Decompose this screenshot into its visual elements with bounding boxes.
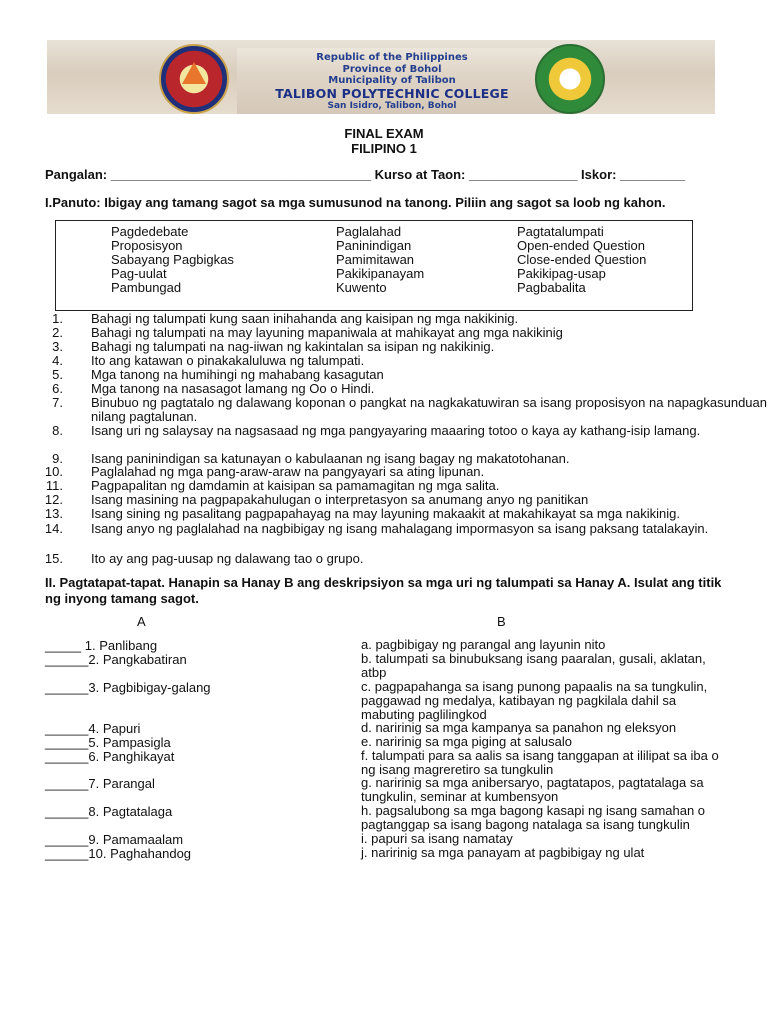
question-text: Isang anyo ng paglalahad na nagbibigay ng isang mahalagang impormasyon sa isang paksang tatalakayin. — [91, 521, 709, 536]
match-item-left: ______3. Pagbibigay-galang — [45, 680, 211, 695]
word-bank-item: Pag-uulat — [111, 266, 167, 281]
word-bank-item: Pakikipag-usap — [517, 266, 606, 281]
question-number: 3. — [52, 339, 63, 354]
word-bank-item: Paninindigan — [336, 238, 412, 253]
match-item-right: g. naririnig sa mga anibersaryo, pagtatapos, pagtatalaga sa tungkulin, seminar at kumbensyon — [361, 775, 704, 804]
match-item-left: ______9. Pamamaalam — [45, 832, 184, 847]
match-item-right: e. naririnig sa mga piging at salusalo — [361, 734, 573, 749]
header-banner — [47, 40, 715, 114]
header-province: Province of Bohol — [342, 64, 442, 75]
question-text: Ito ang katawan o pinakakaluluwa ng talumpati. — [91, 353, 365, 368]
part2-instruction: II. Pagtatapat-tapat. Hanapin sa Hanay B ang deskripsiyon sa mga uri ng talumpati sa Hanay A. Isulat ang titik ng inyong tamang sagot. — [45, 575, 722, 606]
word-bank-item: Proposisyon — [111, 238, 183, 253]
word-bank-item: Pagbabalita — [517, 280, 586, 295]
question-number: 7. — [52, 395, 63, 410]
word-bank-item: Pambungad — [111, 280, 182, 295]
question-number: 1. — [52, 311, 63, 326]
question-number: 13. — [44, 506, 63, 521]
question-text: Isang sining ng pasalitang pagpapahayag na may layuning makaakit at makahikayat sa mga nakikinig. — [91, 506, 680, 521]
header-municipality: Municipality of Talibon — [328, 75, 456, 86]
match-item-right: b. talumpati sa binubuksang isang paaralan, gusali, aklatan, atbp — [361, 651, 706, 680]
match-item-left: _____ 1. Panlibang — [45, 638, 158, 653]
question-number: 8. — [52, 423, 63, 438]
match-item-left: ______7. Parangal — [45, 776, 155, 791]
word-bank-item: Kuwento — [336, 280, 387, 295]
question-number: 2. — [52, 325, 63, 340]
word-bank-item: Pakikipanayam — [336, 266, 425, 281]
match-item-right: c. pagpapahanga sa isang punong papaalis na sa tungkulin, paggawad ng medalya, katibayan ng pagkilala dahil sa mabuting paglilingkod — [361, 679, 708, 722]
question-number: 14. — [44, 521, 63, 536]
match-item-left: ______4. Papuri — [45, 721, 141, 736]
word-bank-item: Sabayang Pagbigkas — [111, 252, 234, 267]
question-number: 9. — [52, 451, 63, 466]
question-text: Binubuo ng pagtatalo ng dalawang koponan o pangkat na nagkakatuwiran sa isang proposisyon na napagkasunduan nilang pagtalunan. — [91, 395, 767, 424]
word-bank-column-1 — [111, 225, 234, 295]
question-number: 15. — [44, 551, 63, 566]
question-text: Mga tanong na nasasagot lamang ng Oo o Hindi. — [91, 381, 375, 396]
word-bank-item: Paglalahad — [336, 224, 402, 239]
exam-title: FINAL EXAM — [344, 126, 424, 141]
match-item-right: h. pagsalubong sa mga bagong kasapi ng isang samahan o pagtanggap sa isang bagong natalaga sa isang tungkulin — [361, 803, 706, 832]
question-text: Isang uri ng salaysay na nagsasaad ng mga pangyayaring maaaring totoo o kaya ay kathang-isip lamang. — [91, 423, 701, 438]
match-item-left: ______2. Pangkabatiran — [45, 652, 187, 667]
match-item-left: ______10. Paghahandog — [45, 846, 192, 861]
header-college-name: TALIBON POLYTECHNIC COLLEGE — [275, 86, 509, 101]
question-text: Bahagi ng talumpati kung saan inihahanda ang kaisipan ng mga nakikinig. — [91, 311, 519, 326]
column-b-header: B — [497, 614, 506, 629]
word-bank-item: Close-ended Question — [517, 252, 647, 267]
header-republic: Republic of the Philippines — [316, 52, 468, 63]
municipality-seal-logo — [159, 44, 229, 114]
question-number: 11. — [45, 478, 63, 493]
match-item-right: f. talumpati para sa aalis sa isang tanggapan at ililipat sa iba o ng isang magreretiro sa tungkulin — [361, 748, 719, 777]
word-bank-column-2 — [336, 225, 424, 295]
match-item-left: ______5. Pampasigla — [45, 735, 171, 750]
question-number: 5. — [52, 367, 63, 382]
match-item-right: j. naririnig sa mga panayam at pagbibigay ng ulat — [361, 845, 645, 860]
word-bank-item: Pagtatalumpati — [517, 224, 604, 239]
word-bank-column-3 — [517, 225, 646, 295]
match-item-left: ______8. Pagtatalaga — [45, 804, 173, 819]
match-item-right: d. naririnig sa mga kampanya sa panahon ng eleksyon — [361, 720, 677, 735]
student-info-line: Pangalan: ____________________________________ Kurso at Taon: _______________ Iskor: _________ — [45, 167, 686, 182]
question-text: Pagpapalitan ng damdamin at kaisipan sa pamamagitan ng mga salita. — [91, 478, 500, 493]
question-text: Bahagi ng talumpati na nag-iiwan ng kakintalan sa isipan ng nakikinig. — [91, 339, 495, 354]
word-bank-item: Open-ended Question — [517, 238, 645, 253]
part1-instruction: I.Panuto: Ibigay ang tamang sagot sa mga sumusunod na tanong. Piliin ang sagot sa loob ng kahon. — [45, 195, 666, 210]
word-bank-item: Pagdedebate — [111, 224, 189, 239]
header-address: San Isidro, Talibon, Bohol — [327, 101, 457, 111]
question-text: Mga tanong na humihingi ng mahabang kasagutan — [91, 367, 384, 382]
question-text: Bahagi ng talumpati na may layuning mapaniwala at mahikayat ang mga nakikinig — [91, 325, 563, 340]
question-number: 6. — [52, 381, 63, 396]
word-bank-item: Pamimitawan — [336, 252, 415, 267]
column-a-header: A — [137, 614, 146, 629]
word-bank-box — [55, 220, 693, 311]
question-text: Ito ay ang pag-uusap ng dalawang tao o grupo. — [91, 551, 364, 566]
match-item-right: a. pagbibigay ng parangal ang layunin nito — [361, 637, 606, 652]
question-text: Isang masining na pagpapakahulugan o interpretasyon sa anumang anyo ng panitikan — [91, 492, 589, 507]
match-item-right: i. papuri sa isang namatay — [361, 831, 513, 846]
match-item-left: ______6. Panghikayat — [45, 749, 175, 764]
question-text: Paglalahad ng mga pang-araw-araw na pangyayari sa ating lipunan. — [91, 464, 485, 479]
question-number: 4. — [52, 353, 63, 368]
question-number: 12. — [44, 492, 63, 507]
question-number: 10. — [44, 464, 63, 479]
exam-subject: FILIPINO 1 — [351, 141, 417, 156]
question-text: Isang paninindigan sa katunayan o kabulaanan ng isang bagay ng makatotohanan. — [91, 451, 570, 466]
